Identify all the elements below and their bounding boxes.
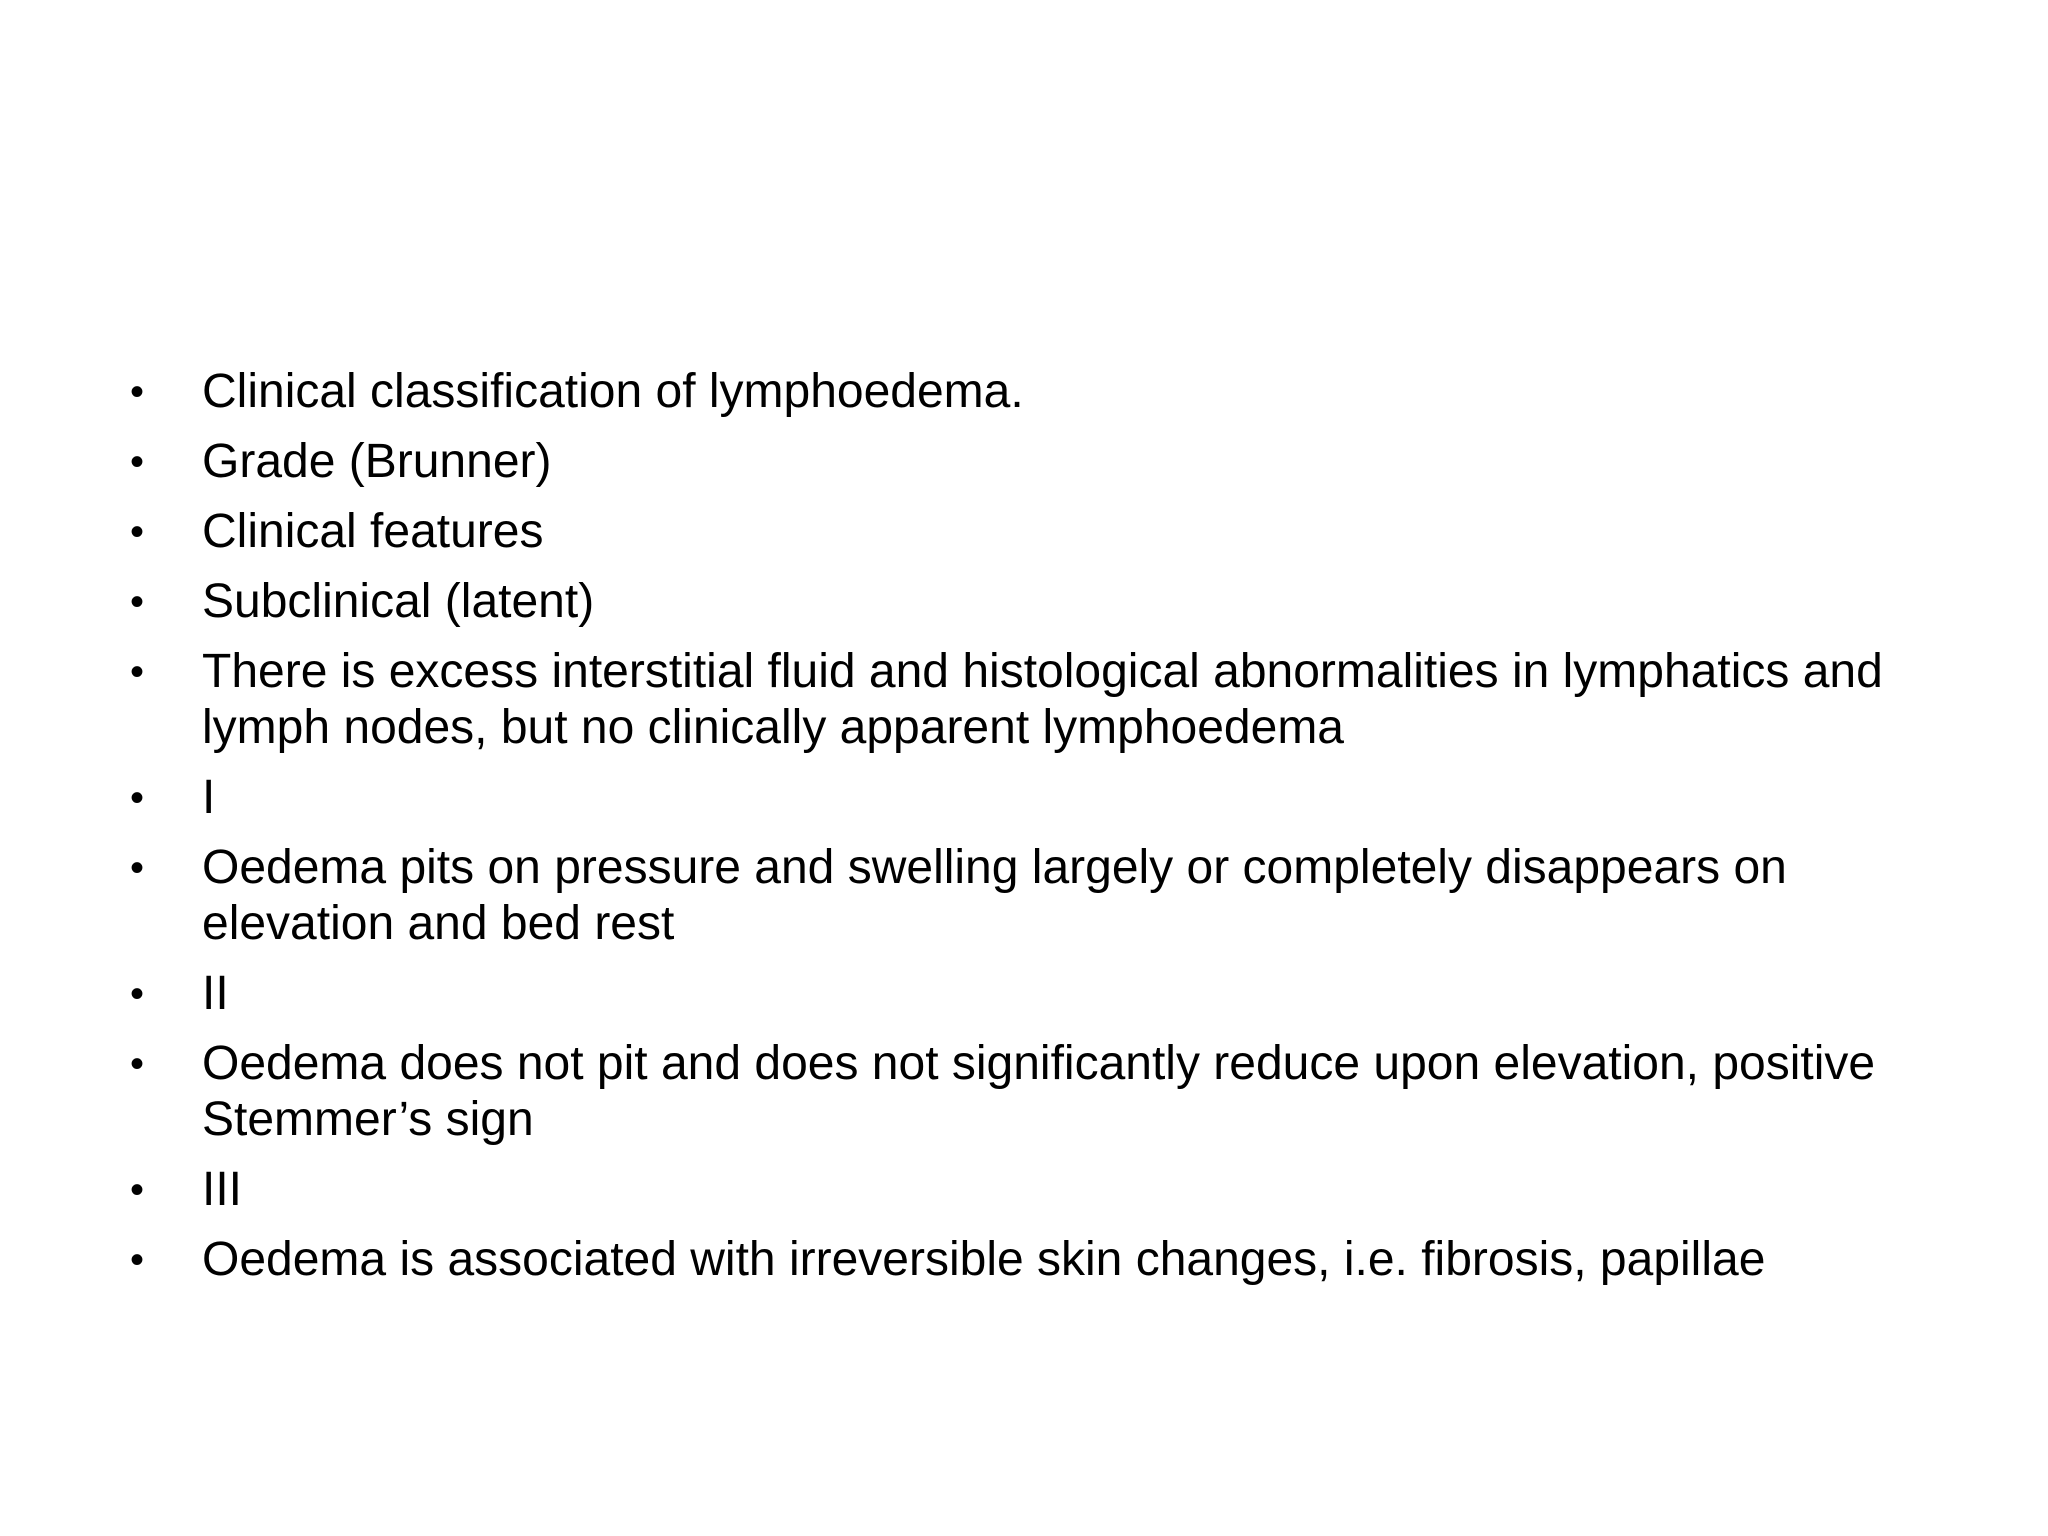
bullet-icon: • [129, 510, 144, 554]
bullet-icon: • [129, 776, 144, 820]
list-item [122, 504, 1952, 560]
list-item [122, 434, 1952, 490]
list-item [122, 1036, 1952, 1148]
bullet-icon: • [129, 1042, 144, 1086]
list-item [122, 364, 1952, 420]
list-item-text: Oedema pits on pressure and swelling largely or completely disappears on elevation and bed rest [202, 841, 1787, 950]
bullet-icon: • [129, 1238, 144, 1282]
bullet-icon: • [129, 440, 144, 484]
list-item [122, 770, 1952, 826]
list-item-text: Clinical classification of lymphoedema. [202, 365, 1024, 418]
bullet-icon: • [129, 650, 144, 694]
bullet-list [122, 364, 1952, 1302]
list-item-text: III [202, 1163, 243, 1216]
list-item [122, 1162, 1952, 1218]
list-item-text: Oedema does not pit and does not significantly reduce upon elevation, positive Stemmer’s sign [202, 1037, 1876, 1146]
bullet-icon: • [129, 846, 144, 890]
bullet-icon: • [129, 370, 144, 414]
list-item [122, 1232, 1952, 1288]
list-item-text: Grade (Brunner) [202, 435, 552, 488]
list-item [122, 840, 1952, 952]
list-item-text: I [202, 771, 216, 824]
list-item-text: Oedema is associated with irreversible skin changes, i.e. fibrosis, papillae [202, 1233, 1766, 1286]
bullet-icon: • [129, 1168, 144, 1212]
list-item-text: There is excess interstitial fluid and histological abnormalities in lymphatics and lymph nodes, but no clinically apparent lymphoedema [202, 645, 1883, 754]
bullet-icon: • [129, 580, 144, 624]
bullet-icon: • [129, 972, 144, 1016]
list-item [122, 574, 1952, 630]
list-item [122, 966, 1952, 1022]
list-item-text: Clinical features [202, 505, 544, 558]
list-item-text: II [202, 967, 229, 1020]
list-item [122, 644, 1952, 756]
list-item-text: Subclinical (latent) [202, 575, 595, 628]
